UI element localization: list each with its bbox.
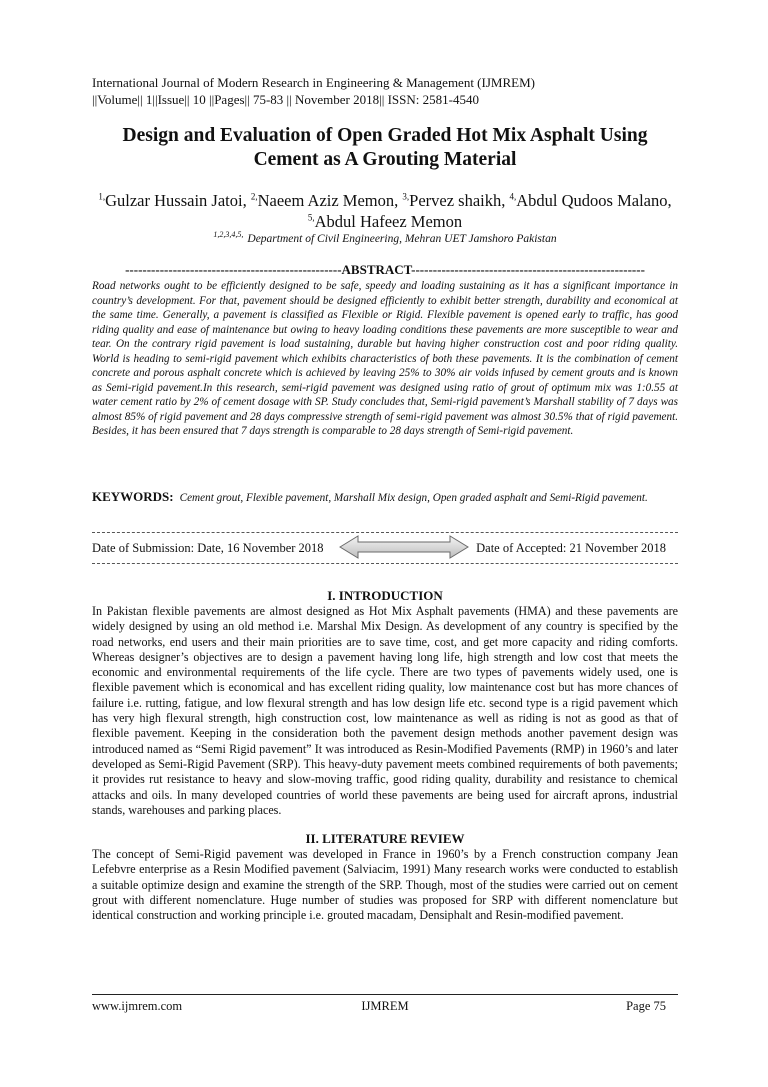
affiliation-text: Department of Civil Engineering, Mehran UET Jamshoro Pakistan: [247, 233, 557, 245]
literature-review-text: The concept of Semi-Rigid pavement was developed in France in 1960’s by a French construction company Jean Lefebvre enterprise as a Resin Modified pavement (Salviacim, 1991) Many research works were conducted to establish a suitable optimize design and examine the strength of the SRP. Though, most of the studies were carried out on cement grout with different nomenclature. Huge number of studies was proposed for SRP with different nomenclature but identical construction and working principle i.e. grouted macadam, Densiphalt and Resin-modified pavement.: [92, 847, 678, 923]
author-sup: 4,: [509, 191, 517, 202]
author-name: Gulzar Hussain Jatoi,: [105, 191, 251, 210]
keywords-text: Cement grout, Flexible pavement, Marshall Mix design, Open graded asphalt and Semi-Rigid pavement.: [179, 492, 648, 504]
footer-rule: [92, 994, 678, 995]
author-name: Abdul Hafeez Memon: [314, 212, 463, 231]
author-sup: 1,: [98, 191, 106, 202]
paper-title: Design and Evaluation of Open Graded Hot Mix Asphalt Using Cement as A Grouting Material: [122, 125, 648, 170]
author-list: [92, 190, 678, 232]
affiliation: [92, 230, 678, 245]
author-name: Abdul Qudoos Malano,: [516, 191, 672, 210]
date-of-accepted: Date of Accepted: 21 November 2018: [476, 541, 666, 555]
author-name: Pervez shaikh,: [409, 191, 510, 210]
abstract-heading: --------------------------------------------------ABSTRACT------------------------------------------------------: [125, 262, 645, 277]
footer-website: www.ijmrem.com: [92, 999, 183, 1013]
keywords-label: KEYWORDS:: [92, 489, 174, 504]
keywords: [92, 489, 678, 506]
abstract-text: Road networks ought to be efficiently designed to be safe, speedy and loading sustaining as it has a significant importance in country’s development. For that, pavement should be designed efficiently to exhibit better strength, durability and economical at the same time. Generally, a pavement is classified as Flexible or Rigid. Flexible pavement is opened early to traffic, has good riding quality and ease of maintenance but owing to heavy loading conditions these pavements are more susceptible to wear and tear. On the contrary rigid pavement is load sustaining, durable but having higher construction cost and poor riding quality. World is heading to semi-rigid pavement which exhibits characteristics of both these pavements. It is the combination of cement concrete and porous asphalt concrete which is achieved by leaving 25% to 30% air voids infused by cement grouts and is known as Semi-rigid pavement.In this research, semi-rigid pavement was designed using ratio of grout of optimum mix was 1:0.55 at water cement ratio by 2% of cement dosage with SP. Study concludes that, Semi-rigid pavement’s Marshall stability of 7 days was almost 85% of rigid pavement and 28 days compressive strength of semi-rigid pavement was almost 30.5% that of rigid pavement. Besides, it has been ensured that 7 days strength is comparable to 28 days strength of Semi-rigid pavement.: [92, 280, 678, 437]
date-of-submission: Date of Submission: Date, 16 November 2018: [92, 541, 324, 555]
introduction-heading: I. INTRODUCTION: [327, 588, 443, 603]
author-sup: 2,: [250, 191, 258, 202]
page-footer: [92, 999, 678, 1017]
author-sup: 5,: [307, 212, 315, 223]
introduction-text: In Pakistan flexible pavements are almost designed as Hot Mix Asphalt pavements (HMA) and these pavements are widely designed by using an old method i.e. Marshal Mix Design. As development of any country is specified by the road networks, end users and their main priorities are to save time, cost, and get more capacity and riding comforts. Whereas designer’s objectives are to design a pavement having long life, high strength and low cost that meets the economic and environmental requirements of the life cycle. There are two types of pavements widely used, one is flexible pavement which is economical and has excellent riding quality, low maintenance cost but has more chances of failure i.e. rutting, fatigue, and low flexural strength and has low design life etc. second type is a rigid pavement which has very high flexural strength, high construction cost, low maintenance as well as riding is not as good as that of flexible pavement. Keeping in the consideration both the pavement design methods another pavement design was introduced named as “Semi Rigid pavement” It was introduced as Resin-Modified Pavements (RMP) in 1960’s and later developed as Semi-Rigid Pavement (SRP). This heavy-duty pavement meets combined requirements of both pavements; it provides rut resistance to heavy and slow-moving traffic, good riding quality, durability and resistance to chemical attacks and oils. In many developed countries of world these pavements are being used for aircraft aprons, industrial stands, warehouses and parking places.: [92, 604, 678, 817]
author-sup: 3,: [402, 191, 410, 202]
journal-issue-info: ||Volume|| 1||Issue|| 10 ||Pages|| 75-83 || November 2018|| ISSN: 2581-4540: [92, 92, 479, 107]
literature-review-heading: II. LITERATURE REVIEW: [305, 831, 465, 846]
affiliation-sup: 1,2,3,4,5,: [213, 230, 244, 240]
double-arrow-icon: [338, 534, 470, 560]
author-name: Naeem Aziz Memon,: [257, 191, 403, 210]
journal-name: International Journal of Modern Research in Engineering & Management (IJMREM): [92, 75, 535, 90]
footer-page-number: Page 75: [626, 999, 666, 1013]
divider-bottom: [92, 563, 678, 564]
journal-header: [92, 74, 535, 108]
dates-row: [92, 539, 678, 559]
divider-top: [92, 532, 678, 533]
footer-journal: IJMREM: [361, 999, 409, 1013]
